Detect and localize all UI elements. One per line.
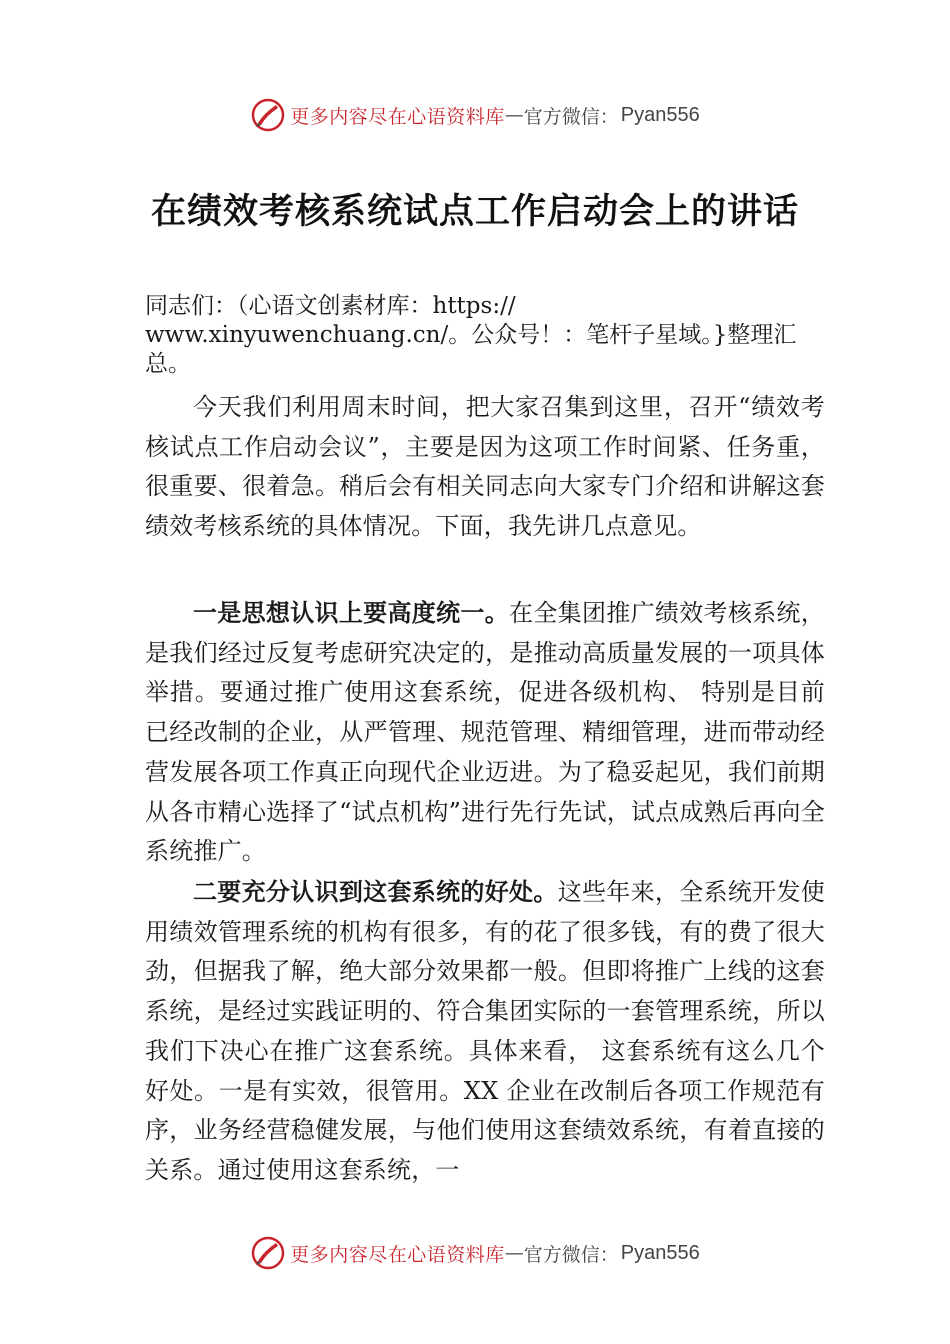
footer-banner <box>0 1233 950 1273</box>
document-title: 在绩效考核系统试点工作启动会上的讲话 <box>150 192 799 232</box>
point-one-paragraph <box>145 594 825 872</box>
point-two-heading: 二要充分认识到这套系统的好处。 <box>193 878 558 906</box>
banner-brand-text: 更多内容尽在心语资料库 <box>290 1243 505 1266</box>
point-two-paragraph <box>145 873 825 1191</box>
banner-wechat-id: Pyan556 <box>620 1241 700 1264</box>
intro-paragraph: 今天我们利用周末时间，把大家召集到这里，召开“绩效考核试点工作启动会议”，主要是因为这项工作时间紧、任务重，很重要、很着急。稍后会有相关同志向大家专门介绍和讲解这套绩效考核系统的具体情况。下面，我先讲几点意见。 <box>145 393 825 541</box>
pen-logo-icon <box>250 97 286 133</box>
greeting-paragraph: 同志们：（心语文创素材库：https:// www.xinyuwenchuang.cn/。公众号！：笔杆子星域。}整理汇总。 <box>145 293 797 377</box>
banner-wechat-label: 官方微信： <box>523 1243 619 1266</box>
header-banner <box>0 95 950 135</box>
point-two-body: 这些年来，全系统开发使用绩效管理系统的机构有很多，有的花了很多钱，有的费了很大劲，但据我了解，绝大部分效果都一般。但即将推广上线的这套系统，是经过实践证明的、符合集团实际的一套管理系统，所以我们下决心在推广这套系统。具体来看， 这套系统有这么几个好处。一是有实效，很管用。XX 企业在改制后各项工作规范有序，业务经营稳健发展，与他们使用这套绩效系统，有着直接的关系。通过使用这套系统，一 <box>145 878 826 1184</box>
banner-dash: — <box>504 104 524 126</box>
banner-brand-text: 更多内容尽在心语资料库 <box>290 105 505 128</box>
pen-logo-icon <box>250 1235 286 1271</box>
banner-wechat-label: 官方微信： <box>523 105 619 128</box>
banner-dash: — <box>504 1242 524 1264</box>
banner-wechat-id: Pyan556 <box>620 103 700 126</box>
point-one-heading: 一是思想认识上要高度统一。 <box>193 599 510 627</box>
point-one-body: 在全集团推广绩效考核系统，是我们经过反复考虑研究决定的，是推动高质量发展的一项具体举措。要通过推广使用这套系统，促进各级机构、 特别是目前已经改制的企业，从严管理、规范管理、精细管理，进而带动经营发展各项工作真正向现代企业迈进。为了稳妥起见，我们前期从各市精心选择了“试点机构”进行先行先试，试点成熟后再向全系统推广。 <box>145 599 825 866</box>
